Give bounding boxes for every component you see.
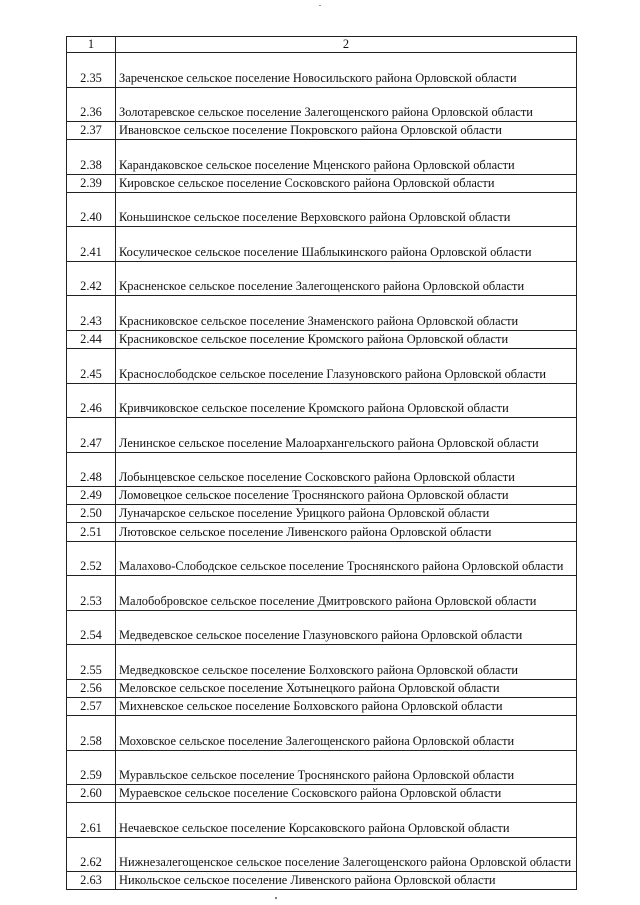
settlement-name: Мураевское сельское поселение Сосковского района Орловской области — [116, 785, 577, 803]
table-row — [67, 697, 577, 715]
table-row — [67, 296, 577, 331]
table-row — [67, 872, 577, 890]
row-number: 2.46 — [67, 383, 116, 418]
settlement-name: Кривчиковское сельское поселение Кромского района Орловской области — [116, 383, 577, 418]
row-number: 2.42 — [67, 261, 116, 296]
row-number: 2.52 — [67, 541, 116, 576]
scan-speck — [319, 5, 321, 6]
row-number: 2.36 — [67, 87, 116, 122]
table-row — [67, 349, 577, 384]
header-col-name: 2 — [116, 37, 577, 53]
row-number: 2.63 — [67, 872, 116, 890]
settlement-name: Медведковское сельское поселение Болховского района Орловской области — [116, 645, 577, 680]
row-number: 2.60 — [67, 785, 116, 803]
header-col-number: 1 — [67, 37, 116, 53]
settlement-name: Ленинское сельское поселение Малоархангельского района Орловской области — [116, 418, 577, 453]
settlement-name: Краснослободское сельское поселение Глазуновского района Орловской области — [116, 349, 577, 384]
table-row — [67, 140, 577, 175]
settlement-name: Ломовецкое сельское поселение Троснянского района Орловской области — [116, 487, 577, 505]
settlement-name: Зареченское сельское поселение Новосильского района Орловской области — [116, 53, 577, 88]
table-row — [67, 785, 577, 803]
row-number: 2.37 — [67, 122, 116, 140]
settlement-name: Муравльское сельское поселение Троснянского района Орловской области — [116, 750, 577, 785]
table-row — [67, 645, 577, 680]
table-row — [67, 227, 577, 262]
row-number: 2.58 — [67, 716, 116, 751]
table-row — [67, 53, 577, 88]
table-row — [67, 610, 577, 645]
table-row — [67, 122, 577, 140]
table-row — [67, 174, 577, 192]
settlements-table — [66, 36, 577, 890]
settlement-name: Красниковское сельское поселение Знаменского района Орловской области — [116, 296, 577, 331]
table-row — [67, 523, 577, 541]
row-number: 2.53 — [67, 576, 116, 611]
row-number: 2.43 — [67, 296, 116, 331]
row-number: 2.47 — [67, 418, 116, 453]
settlement-name: Малахово-Слободское сельское поселение Троснянского района Орловской области — [116, 541, 577, 576]
settlement-name: Лютовское сельское поселение Ливенского района Орловской области — [116, 523, 577, 541]
row-number: 2.40 — [67, 192, 116, 227]
table-row — [67, 261, 577, 296]
table-row — [67, 576, 577, 611]
settlement-name: Нижнезалегощенское сельское поселение Залегощенского района Орловской области — [116, 837, 577, 872]
settlement-name: Медведевское сельское поселение Глазуновского района Орловской области — [116, 610, 577, 645]
row-number: 2.48 — [67, 452, 116, 487]
row-number: 2.38 — [67, 140, 116, 175]
table-row — [67, 750, 577, 785]
settlement-name: Михневское сельское поселение Болховского района Орловской области — [116, 697, 577, 715]
row-number: 2.41 — [67, 227, 116, 262]
settlement-name: Кировское сельское поселение Сосковского района Орловской области — [116, 174, 577, 192]
table-row — [67, 803, 577, 838]
table-row — [67, 541, 577, 576]
table-row — [67, 837, 577, 872]
table-row — [67, 679, 577, 697]
settlement-name: Косулическое сельское поселение Шаблыкинского района Орловской области — [116, 227, 577, 262]
settlement-name: Малобобровское сельское поселение Дмитровского района Орловской области — [116, 576, 577, 611]
row-number: 2.57 — [67, 697, 116, 715]
settlement-name: Нечаевское сельское поселение Корсаковского района Орловской области — [116, 803, 577, 838]
settlement-name: Красниковское сельское поселение Кромского района Орловской области — [116, 330, 577, 348]
settlement-name: Никольское сельское поселение Ливенского района Орловской области — [116, 872, 577, 890]
row-number: 2.56 — [67, 679, 116, 697]
table-row — [67, 87, 577, 122]
table-header-row — [67, 37, 577, 53]
row-number: 2.51 — [67, 523, 116, 541]
row-number: 2.39 — [67, 174, 116, 192]
row-number: 2.59 — [67, 750, 116, 785]
table-row — [67, 330, 577, 348]
row-number: 2.62 — [67, 837, 116, 872]
table-row — [67, 487, 577, 505]
row-number: 2.54 — [67, 610, 116, 645]
table-body — [67, 37, 577, 890]
settlement-name: Моховское сельское поселение Залегощенского района Орловской области — [116, 716, 577, 751]
row-number: 2.35 — [67, 53, 116, 88]
settlement-name: Ивановское сельское поселение Покровского района Орловской области — [116, 122, 577, 140]
table-row — [67, 452, 577, 487]
table-row — [67, 505, 577, 523]
settlement-name: Золотаревское сельское поселение Залегощенского района Орловской области — [116, 87, 577, 122]
table-row — [67, 716, 577, 751]
settlement-name: Лобынцевское сельское поселение Сосковского района Орловской области — [116, 452, 577, 487]
row-number: 2.49 — [67, 487, 116, 505]
row-number: 2.45 — [67, 349, 116, 384]
row-number: 2.44 — [67, 330, 116, 348]
settlement-name: Карандаковское сельское поселение Мценского района Орловской области — [116, 140, 577, 175]
settlement-name: Красненское сельское поселение Залегощенского района Орловской области — [116, 261, 577, 296]
settlement-name: Луначарское сельское поселение Урицкого района Орловской области — [116, 505, 577, 523]
table-row — [67, 418, 577, 453]
table-row — [67, 383, 577, 418]
settlement-name: Меловское сельское поселение Хотынецкого района Орловской области — [116, 679, 577, 697]
table-row — [67, 192, 577, 227]
row-number: 2.50 — [67, 505, 116, 523]
row-number: 2.55 — [67, 645, 116, 680]
scan-speck — [275, 897, 277, 899]
row-number: 2.61 — [67, 803, 116, 838]
settlement-name: Коньшинское сельское поселение Верховского района Орловской области — [116, 192, 577, 227]
